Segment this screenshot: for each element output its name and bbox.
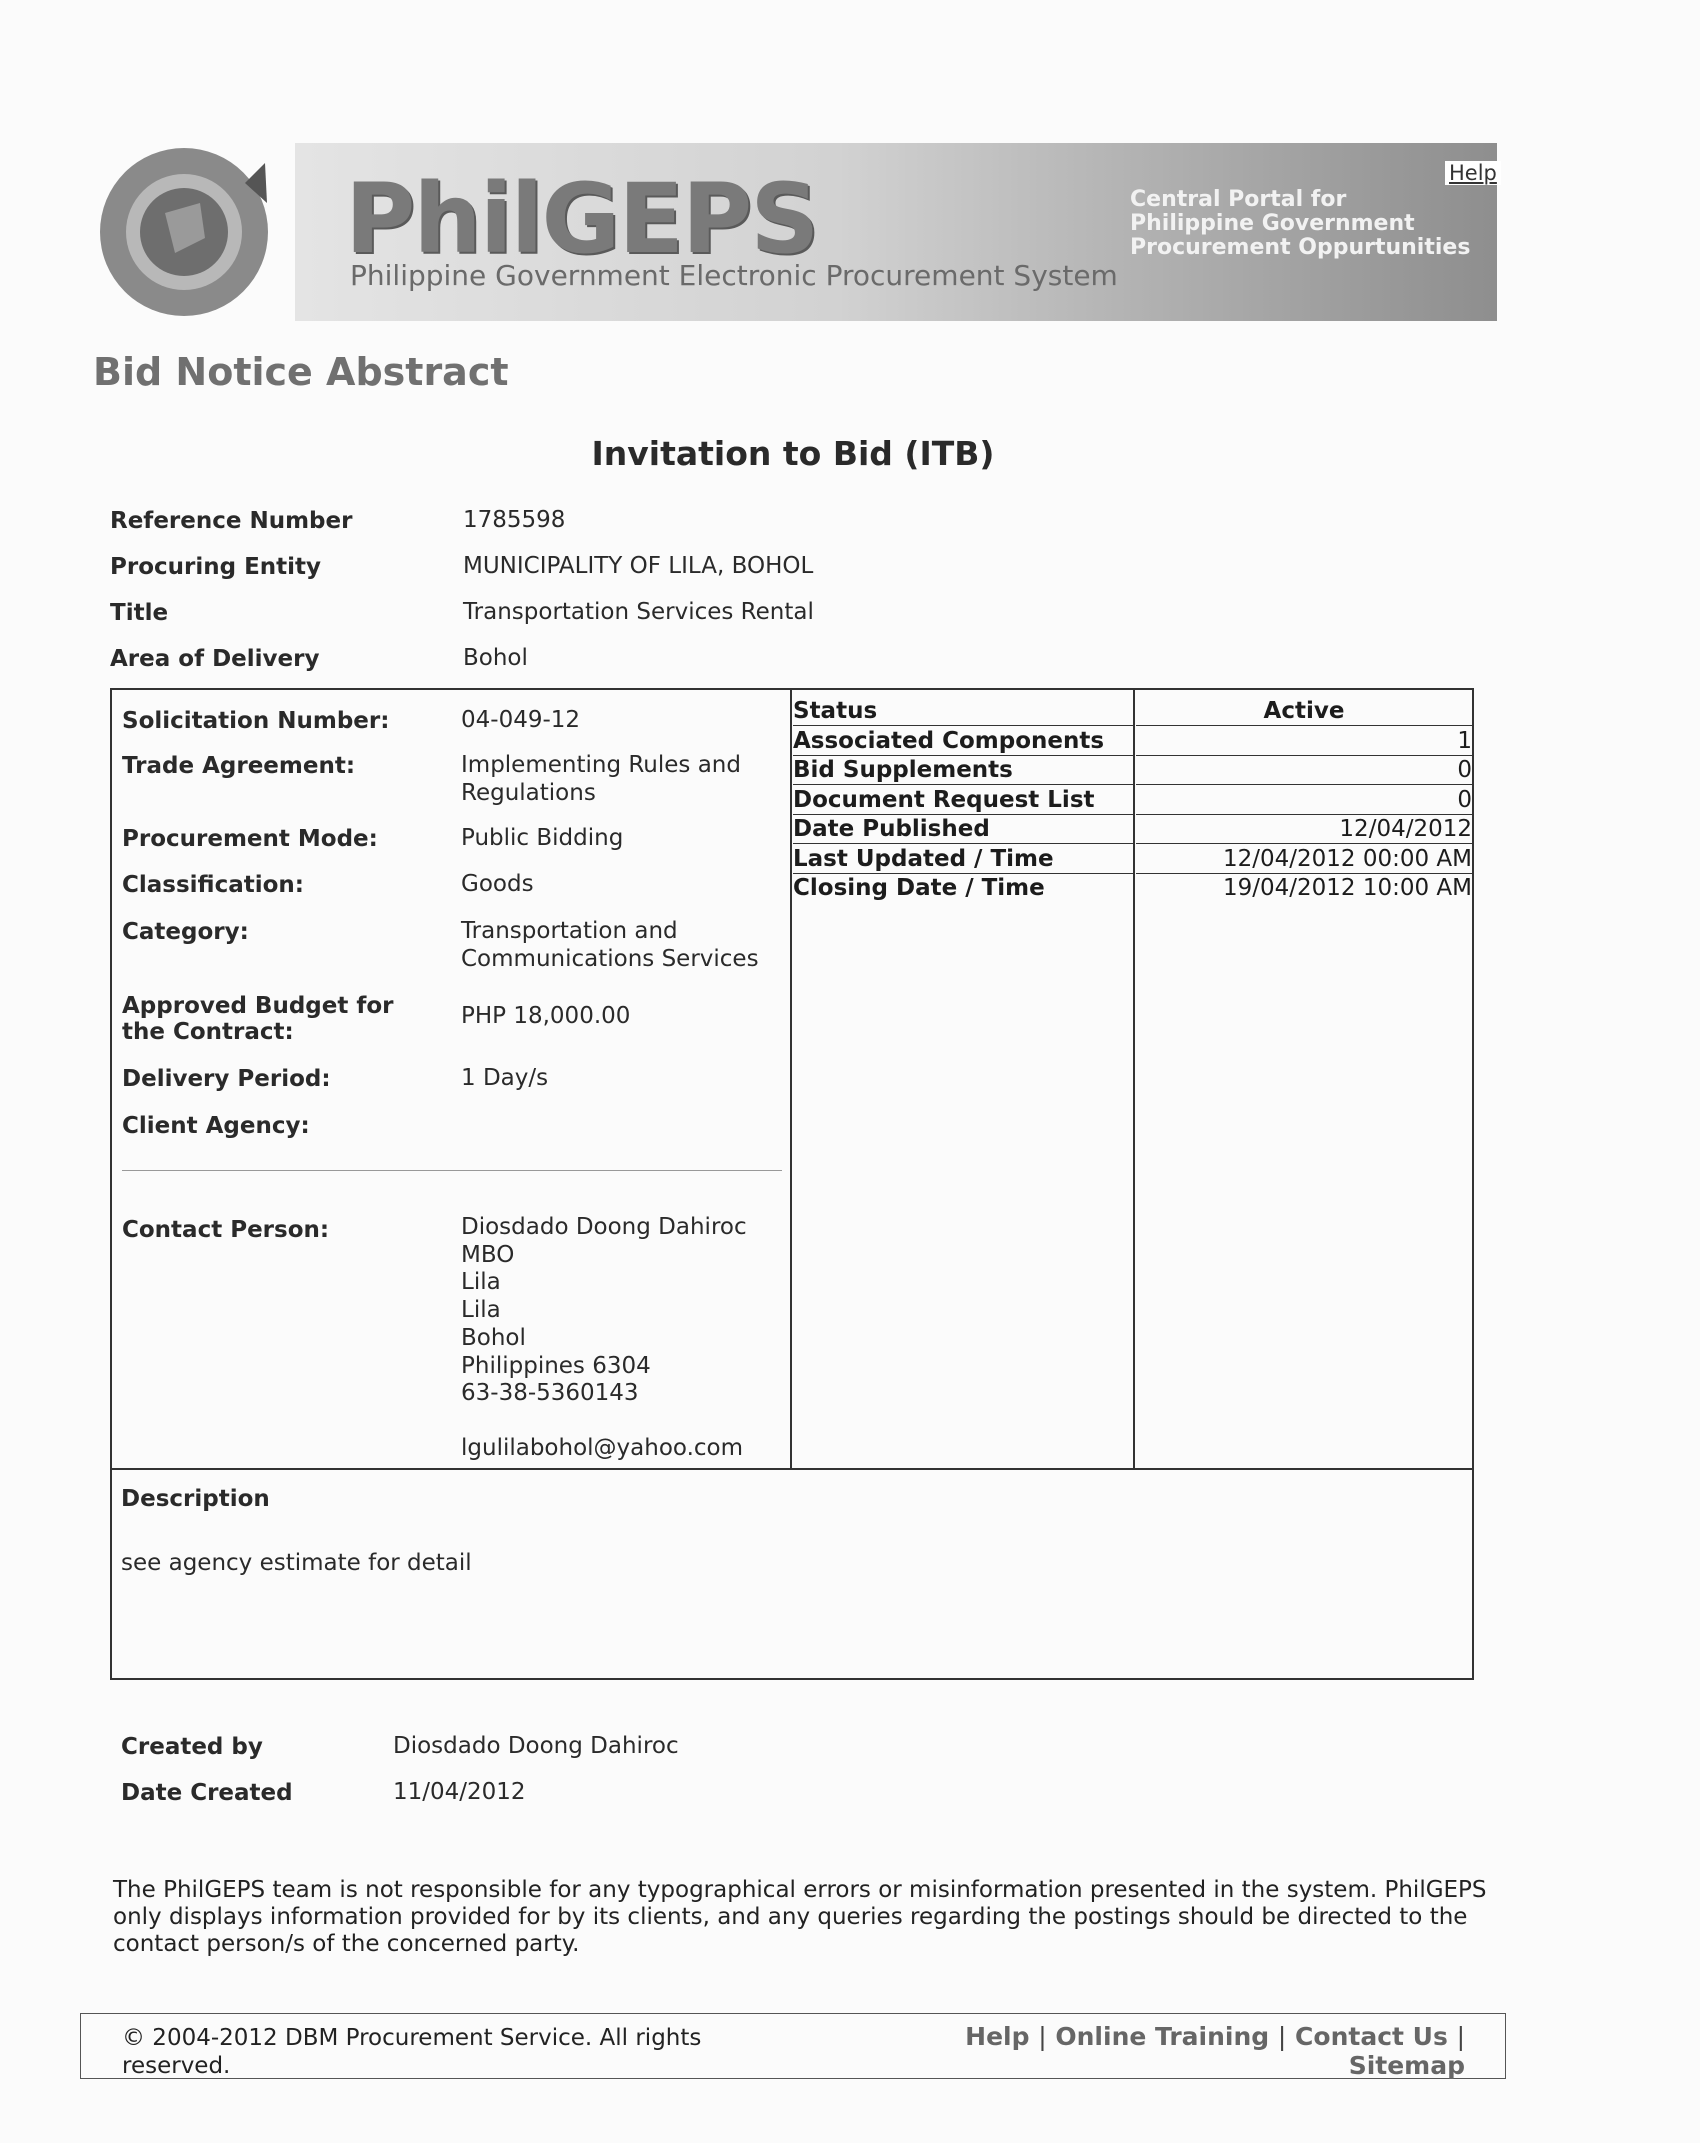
area-of-delivery-label: Area of Delivery (110, 646, 320, 672)
tagline-line-2: Philippine Government (1130, 211, 1415, 236)
contact-name: Diosdado Doong Dahiroc (461, 1214, 747, 1240)
description-label: Description (121, 1486, 270, 1512)
area-of-delivery-value: Bohol (463, 645, 528, 671)
bid-supplements-value: 0 (1136, 756, 1472, 785)
column-divider-right (1133, 688, 1135, 1468)
notice-type-heading: Invitation to Bid (ITB) (591, 434, 995, 473)
date-published-value: 12/04/2012 (1136, 815, 1472, 844)
description-divider (110, 1468, 1474, 1470)
page-title: Bid Notice Abstract (93, 350, 509, 394)
solicitation-number-value: 04-049-12 (461, 707, 581, 733)
category-value-1: Transportation and (461, 918, 678, 944)
contact-separator (122, 1170, 782, 1171)
contact-position: MBO (461, 1241, 515, 1268)
contact-email[interactable]: lgulilabohol@yahoo.com (461, 1434, 743, 1461)
associated-components-value: 1 (1136, 727, 1472, 756)
title-value: Transportation Services Rental (463, 599, 814, 625)
document-request-list-label: Document Request List (793, 786, 1133, 815)
contact-country: Philippines 6304 (461, 1352, 651, 1379)
trade-agreement-value-2: Regulations (461, 780, 596, 806)
portal-tagline (1130, 188, 1475, 260)
procuring-entity-label: Procuring Entity (110, 554, 322, 580)
contact-address-2: Lila (461, 1297, 501, 1324)
contact-person-label: Contact Person: (122, 1217, 330, 1243)
brand-full-name: Philippine Government Electronic Procurement System (350, 259, 1118, 292)
closing-date-value: 19/04/2012 10:00 AM (1222, 875, 1472, 901)
last-updated-label: Last Updated / Time (793, 845, 1133, 874)
contact-address-1: Lila (461, 1269, 501, 1296)
delivery-period-label: Delivery Period: (122, 1066, 331, 1092)
status-value: Active (1136, 697, 1472, 726)
closing-date-label: Closing Date / Time (793, 875, 1045, 901)
last-updated-value: 12/04/2012 00:00 AM (1136, 845, 1472, 874)
document-request-list-value: 0 (1136, 786, 1472, 815)
footer-online-training-link[interactable]: Online Training (1055, 2022, 1270, 2051)
status-label: Status (793, 697, 1133, 726)
footer-sitemap-link[interactable]: Sitemap (1348, 2051, 1465, 2080)
copyright-text: © 2004-2012 DBM Procurement Service. All rights reserved. (122, 2025, 702, 2079)
category-label: Category: (122, 919, 249, 945)
date-created-label: Date Created (121, 1780, 293, 1806)
approved-budget-label-1: Approved Budget for (122, 993, 394, 1019)
column-divider-left (790, 688, 792, 1468)
client-agency-label: Client Agency: (122, 1113, 310, 1139)
date-created-value: 11/04/2012 (393, 1779, 526, 1805)
help-link[interactable]: Help (1445, 161, 1501, 185)
bid-supplements-label: Bid Supplements (793, 756, 1133, 785)
classification-value: Goods (461, 871, 534, 897)
description-value: see agency estimate for detail (121, 1550, 472, 1576)
category-value-2: Communications Services (461, 946, 759, 972)
procurement-mode-label: Procurement Mode: (122, 826, 378, 852)
delivery-period-value: 1 Day/s (461, 1065, 549, 1091)
solicitation-number-label: Solicitation Number: (122, 708, 390, 734)
footer-contact-us-link[interactable]: Contact Us (1295, 2022, 1448, 2051)
date-published-label: Date Published (793, 815, 1133, 844)
procuring-entity-value: MUNICIPALITY OF LILA, BOHOL (463, 553, 814, 579)
approved-budget-label (122, 993, 394, 1045)
brand-name: PhilGEPS (345, 163, 818, 275)
created-by-label: Created by (121, 1734, 263, 1760)
contact-person-details (461, 1214, 747, 1463)
trade-agreement-value-1: Implementing Rules and (461, 752, 741, 778)
header-banner (95, 143, 1497, 321)
approved-budget-value: PHP 18,000.00 (461, 1003, 631, 1029)
title-label: Title (110, 600, 169, 626)
contact-province: Bohol (461, 1324, 526, 1351)
reference-number-label: Reference Number (110, 508, 353, 534)
economy-governance-logo (95, 143, 273, 321)
trade-agreement-label: Trade Agreement: (122, 753, 356, 779)
classification-label: Classification: (122, 872, 305, 898)
footer-links: Help | Online Training | Contact Us | Sitemap (965, 2022, 1465, 2080)
footer-help-link[interactable]: Help (965, 2022, 1030, 2051)
tagline-line-1: Central Portal for (1130, 187, 1347, 212)
disclaimer-text: The PhilGEPS team is not responsible for any typographical errors or misinformation presented in the system. PhilGEPS only displays information provided for by its clients, and any queries regarding the postings should be directed to the contact person/s of the concerned party. (113, 1877, 1487, 1957)
associated-components-label: Associated Components (793, 727, 1133, 756)
reference-number-value: 1785598 (463, 507, 566, 533)
approved-budget-label-2: the Contract: (122, 1019, 294, 1045)
contact-phone: 63-38-5360143 (461, 1380, 639, 1407)
tagline-line-3: Procurement Oppurtunities (1130, 235, 1471, 260)
procurement-mode-value: Public Bidding (461, 825, 624, 851)
created-by-value: Diosdado Doong Dahiroc (393, 1733, 679, 1759)
